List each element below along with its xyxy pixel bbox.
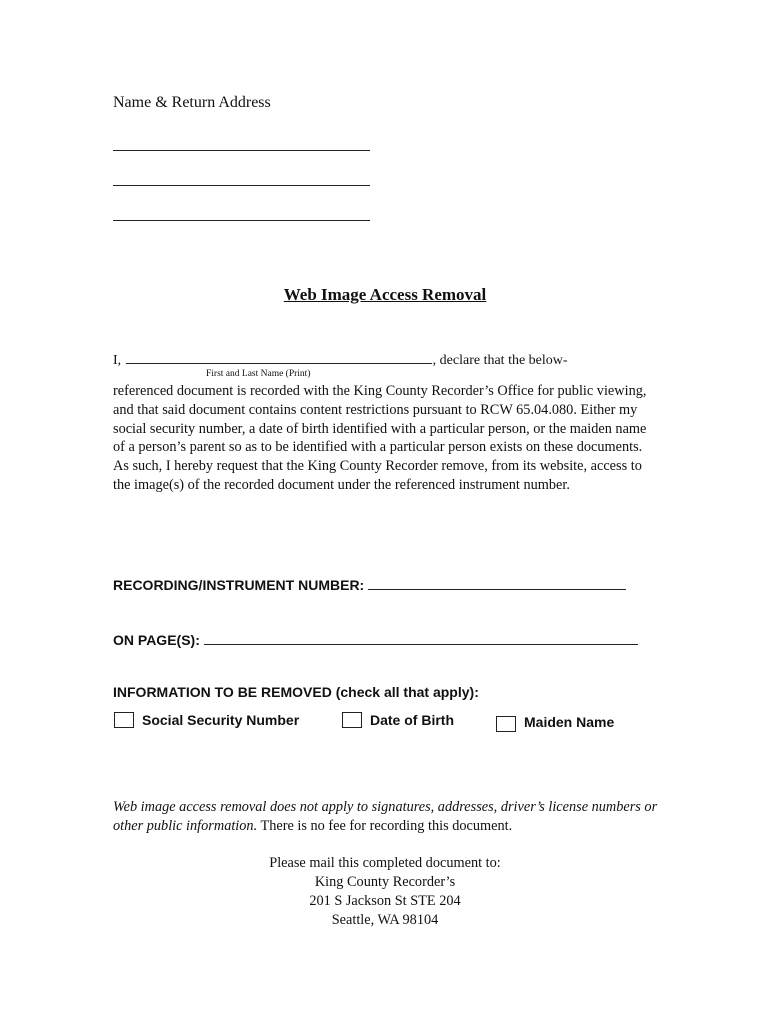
return-address-label: Name & Return Address <box>113 94 271 111</box>
note-regular: There is no fee for recording this document. <box>257 818 513 834</box>
maiden-name-checkbox[interactable] <box>496 716 516 732</box>
mailing-block <box>0 854 770 930</box>
maiden-name-label: Maiden Name <box>524 714 615 730</box>
option-maiden-name[interactable] <box>496 712 614 732</box>
declaration-prefix: I, <box>113 353 122 368</box>
name-field[interactable] <box>126 351 432 364</box>
dob-label: Date of Birth <box>370 712 454 728</box>
declaration-first-line <box>113 351 568 369</box>
instrument-number-label: RECORDING/INSTRUMENT NUMBER: <box>113 577 365 593</box>
pages-row <box>113 632 638 648</box>
option-ssn[interactable] <box>114 712 299 728</box>
return-address-line-2[interactable] <box>113 185 370 186</box>
return-address-line-1[interactable] <box>113 150 370 151</box>
note-italic: Web image access removal does not apply to signatures, addresses, driver’s license numbers or other public information. <box>113 799 658 834</box>
instrument-number-row <box>113 577 626 593</box>
dob-checkbox[interactable] <box>342 712 362 728</box>
declaration-body: referenced document is recorded with the King County Recorder’s Office for public viewing, and that said document contains content restrictions pursuant to RCW 65.04.080. Either my social security number, a date of birth identified with a particular person, or the maiden name of a person’s parent so as to be identified with a particular person exists on these documents. As such, I hereby request that the King County Recorder remove, from its website, access to the image(s) of the recorded document under the referenced instrument number. <box>113 383 647 493</box>
removal-note <box>113 798 673 836</box>
mail-city: Seattle, WA 98104 <box>331 912 439 928</box>
name-field-caption: First and Last Name (Print) <box>206 369 311 379</box>
declaration-suffix: , declare that the below- <box>432 353 568 368</box>
mail-recipient: King County Recorder’s <box>314 874 456 890</box>
document-title: Web Image Access Removal <box>283 285 487 304</box>
ssn-checkbox[interactable] <box>114 712 134 728</box>
info-heading: INFORMATION TO BE REMOVED (check all that apply): <box>113 684 479 700</box>
ssn-label: Social Security Number <box>142 712 300 728</box>
return-address-line-3[interactable] <box>113 220 370 221</box>
pages-field[interactable] <box>204 632 638 645</box>
pages-label: ON PAGE(S): <box>113 632 200 648</box>
option-dob[interactable] <box>342 712 454 728</box>
mail-street: 201 S Jackson St STE 204 <box>309 893 461 909</box>
mail-intro: Please mail this completed document to: <box>269 855 501 871</box>
instrument-number-field[interactable] <box>368 577 626 590</box>
